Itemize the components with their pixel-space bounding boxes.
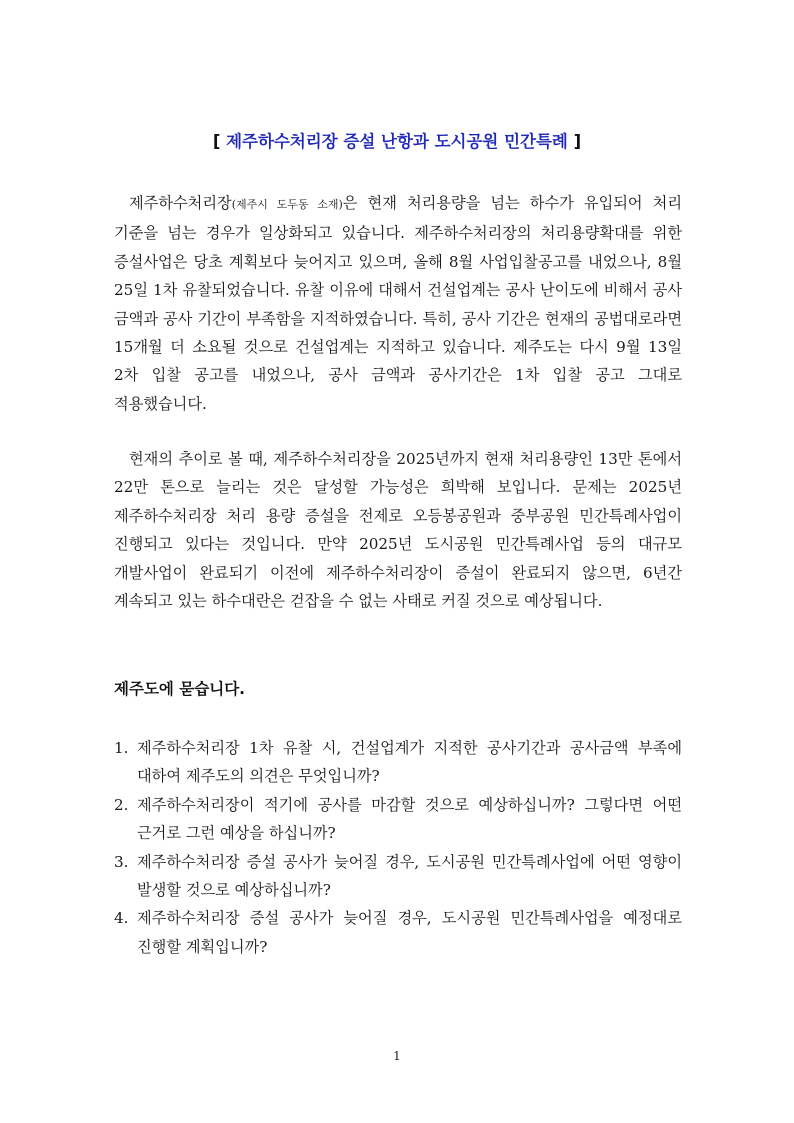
- question-number: 4.: [114, 909, 129, 928]
- question-text: 제주하수처리장이 적기에 공사를 마감할 것으로 예상하십니까? 그렇다면 어떤 근거로 그런 예상을 하십니까?: [137, 795, 682, 843]
- question-number: 2.: [114, 795, 129, 814]
- question-item: [114, 791, 682, 848]
- paragraph-2: [114, 445, 682, 615]
- title-text: 제주하수처리장 증설 난항과 도시공원 민간특례: [226, 132, 568, 151]
- question-item: [114, 734, 682, 791]
- question-number: 3.: [114, 852, 129, 871]
- question-text: 제주하수처리장 증설 공사가 늦어질 경우, 도시공원 민간특례사업을 예정대로 진행할 계획입니까?: [137, 909, 682, 956]
- questions-list: [114, 734, 682, 961]
- paragraph-1: [114, 189, 682, 418]
- question-text: 제주하수처리장 1차 유찰 시, 건설업계가 지적한 공사기간과 공사금액 부족에 대하여 제주도의 의견은 무엇입니까?: [137, 739, 682, 786]
- question-text: 제주하수처리장 증설 공사가 늦어질 경우, 도시공원 민간특례사업에 어떤 영향이 발생할 것으로 예상하십니까?: [137, 852, 682, 900]
- paragraph-1-lead: 제주하수처리장: [129, 194, 232, 212]
- paragraph-1-location-note: (제주시 도두동 소재): [231, 198, 343, 211]
- title-bracket-close: ]: [573, 132, 582, 151]
- page-number: 1: [393, 1049, 401, 1063]
- paragraph-2-body: 현재의 추이로 볼 때, 제주하수처리장을 2025년까지 현재 처리용량인 13만 톤에서 22만 톤으로 늘리는 것은 달성할 가능성은 희박해 보입니다. 문제는 2025년 제주하수처리장 처리 용량 증설을 전제로 오등봉공원과 중부공원 민간특례사업이 진행되고 있다는 것입니다. 만약 2025년 도시공원 민간특례사업 등의 대규모 개발사업이 완료되기 이전에 제주하수처리장이 증설이 완료되지 않으면, 6년간 계속되고 있는 하수대란은 걷잡을 수 없는 사태로 커질 것으로 예상됩니다.: [114, 450, 682, 611]
- question-item: [114, 904, 682, 961]
- question-item: [114, 848, 682, 905]
- questions-heading: 제주도에 묻습니다.: [114, 680, 246, 698]
- title-bracket-open: [: [212, 132, 221, 151]
- paragraph-1-body: 은 현재 처리용량을 넘는 하수가 유입되어 처리 기준을 넘는 경우가 일상화되고 있습니다. 제주하수처리장의 처리용량확대를 위한 증설사업은 당초 계획보다 늦어지고 있으며, 올해 8월 사업입찰공고를 내었으나, 8월 25일 1차 유찰되었습니다. 유찰 이유에 대해서 건설업계는 공사 난이도에 비해서 공사 금액과 공사 기간이 부족함을 지적하였습니다. 특히, 공사 기간은 현재의 공법대로라면 15개월 더 소요될 것으로 건설업계는 지적하고 있습니다. 제주도는 다시 9월 13일 2차 입찰 공고를 내었으나, 공사 금액과 공사기간은 1차 입찰 공고 그대로 적용했습니다.: [114, 194, 683, 413]
- document-title: [112, 128, 682, 152]
- question-number: 1.: [114, 739, 129, 757]
